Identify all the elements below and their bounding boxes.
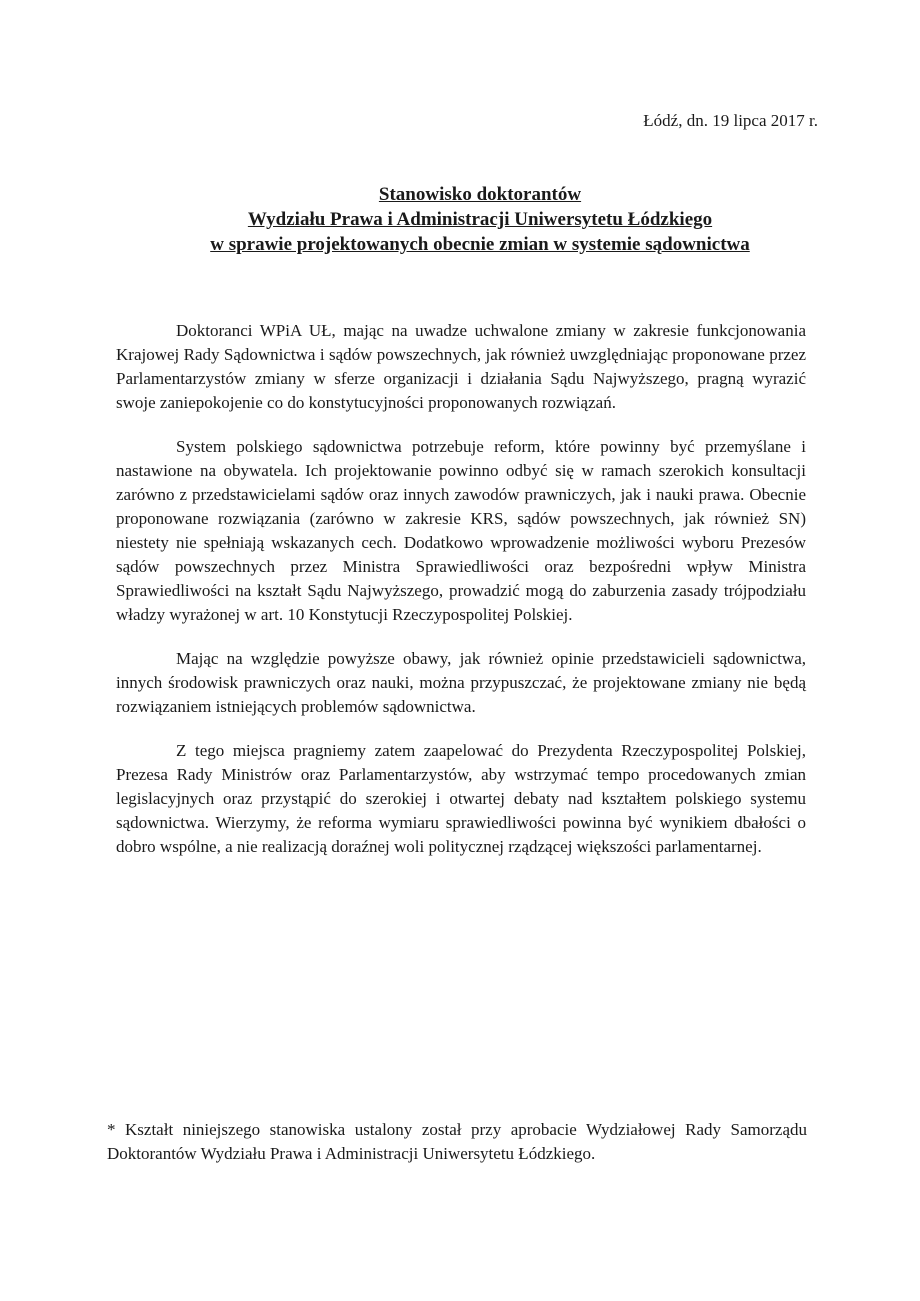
paragraph-4: Z tego miejsca pragniemy zatem zaapelować do Prezydenta Rzeczypospolitej Polskiej, Prezesa Rady Ministrów oraz Parlamentarzystów, aby wstrzymać tempo procedowanych zmian legislacyjnych oraz przystąpić do szerokiej i otwartej debaty nad kształtem polskiego systemu sądownictwa. Wierzymy, że reforma wymiaru sprawiedliwości powinna być wynikiem dbałości o dobro wspólne, a nie realizacją doraźnej woli politycznej rządzącej większości parlamentarnej. [116, 741, 806, 856]
document-title [100, 182, 860, 257]
title-line-2: Wydziału Prawa i Administracji Uniwersytetu Łódzkiego [247, 209, 713, 230]
footnote: * Kształt niniejszego stanowiska ustalony został przy aprobacie Wydziałowej Rady Samorządu Doktorantów Wydziału Prawa i Administracji Uniwersytetu Łódzkiego. [107, 1120, 807, 1163]
document-body [116, 319, 806, 879]
paragraph-2: System polskiego sądownictwa potrzebuje reform, które powinny być przemyślane i nastawione na obywatela. Ich projektowanie powinno odbyć się w ramach szerokich konsultacji zarówno z przedstawicielami sądów oraz innych zawodów prawniczych, jak i nauki prawa. Obecnie proponowane rozwiązania (zarówno w zakresie KRS, sądów powszechnych, jak również SN) niestety nie spełniają wskazanych cech. Dodatkowo wprowadzenie możliwości wyboru Prezesów sądów powszechnych przez Ministra Sprawiedliwości oraz bezpośredni wpływ Ministra Sprawiedliwości na kształt Sądu Najwyższego, prowadzić mogą do zaburzenia zasady trójpodziału władzy wyrażonej w art. 10 Konstytucji Rzeczypospolitej Polskiej. [116, 437, 806, 624]
paragraph-1: Doktoranci WPiA UŁ, mając na uwadze uchwalone zmiany w zakresie funkcjonowania Krajowej Rady Sądownictwa i sądów powszechnych, jak również uwzględniając proponowane przez Parlamentarzystów zmiany w sferze organizacji i działania Sądu Najwyższego, pragną wyrazić swoje zaniepokojenie co do konstytucyjności proponowanych rozwiązań. [116, 321, 806, 412]
document-date: Łódź, dn. 19 lipca 2017 r. [643, 111, 818, 130]
paragraph-3: Mając na względzie powyższe obawy, jak również opinie przedstawicieli sądownictwa, innych środowisk prawniczych oraz nauki, można przypuszczać, że projektowane zmiany nie będą rozwiązaniem istniejących problemów sądownictwa. [116, 649, 806, 716]
title-line-1: Stanowisko doktorantów [378, 184, 582, 205]
title-line-3: w sprawie projektowanych obecnie zmian w systemie sądownictwa [210, 234, 750, 255]
